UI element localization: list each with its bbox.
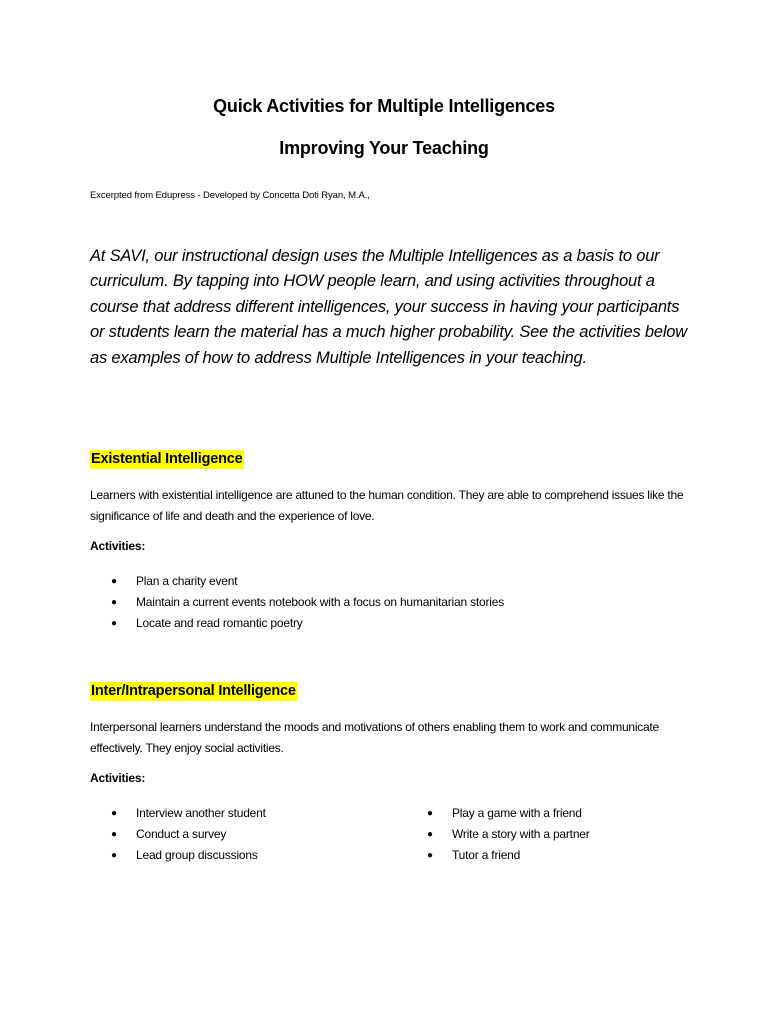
highlighted-heading-text: Existential Intelligence <box>91 451 243 467</box>
bullet-icon: ● <box>427 829 433 840</box>
bullet-icon: ● <box>111 850 117 861</box>
list-item <box>111 571 504 592</box>
bullet-icon: ● <box>111 597 117 608</box>
document-title: Quick Activities for Multiple Intelligences <box>213 96 555 116</box>
bullet-icon: ● <box>111 829 117 840</box>
activities-list-interpersonal-left <box>111 803 266 866</box>
list-item <box>111 845 266 866</box>
activities-label: Activities: <box>90 771 146 785</box>
list-item-text: Locate and read romantic poetry <box>136 616 303 630</box>
list-item <box>111 803 266 824</box>
list-item <box>111 613 504 634</box>
bullet-icon: ● <box>111 618 117 629</box>
list-item-text: Write a story with a partner <box>452 827 590 841</box>
section-heading-existential <box>90 451 244 467</box>
list-item-text: Tutor a friend <box>452 848 521 862</box>
section-description-interpersonal: Interpersonal learners understand the moods and motivations of others enabling them to work and communicate effectively. They enjoy social activities. <box>90 720 659 755</box>
source-credit: Excerpted from Edupress - Developed by Concetta Doti Ryan, M.A., <box>90 190 370 201</box>
intro-paragraph: At SAVI, our instructional design uses the Multiple Intelligences as a basis to our curriculum. By tapping into HOW people learn, and using activities throughout a course that address different intelligences, your success in having your participants or students learn the material has a much higher probability. See the activities below as examples of how to address Multiple Intelligences in your teaching. <box>90 247 687 367</box>
highlighted-heading-text: Inter/Intrapersonal Intelligence <box>91 683 296 699</box>
list-item-text: Conduct a survey <box>136 827 227 841</box>
activities-label: Activities: <box>90 539 146 553</box>
bullet-icon: ● <box>111 808 117 819</box>
list-item-text: Interview another student <box>136 806 266 820</box>
list-item-text: Play a game with a friend <box>452 806 582 820</box>
bullet-icon: ● <box>111 576 117 587</box>
activities-list-existential <box>111 571 504 634</box>
list-item <box>111 592 504 613</box>
list-item-text: Maintain a current events notebook with a focus on humanitarian stories <box>136 595 505 609</box>
list-item <box>427 845 590 866</box>
section-description-existential: Learners with existential intelligence are attuned to the human condition. They are able to comprehend issues like the significance of life and death and the experience of love. <box>90 488 684 523</box>
section-heading-interpersonal <box>90 683 297 699</box>
document-subtitle: Improving Your Teaching <box>279 138 489 158</box>
list-item <box>427 803 590 824</box>
activities-list-interpersonal-right <box>427 803 590 866</box>
list-item <box>111 824 266 845</box>
list-item <box>427 824 590 845</box>
bullet-icon: ● <box>427 808 433 819</box>
bullet-icon: ● <box>427 850 433 861</box>
list-item-text: Plan a charity event <box>136 574 238 588</box>
list-item-text: Lead group discussions <box>136 848 258 862</box>
